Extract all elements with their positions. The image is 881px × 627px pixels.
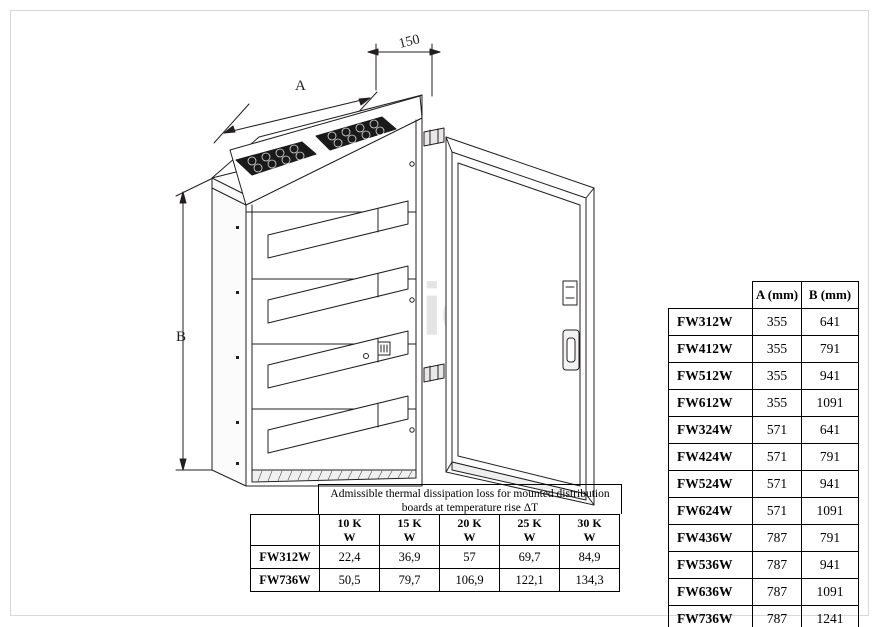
thermal-value-cell: 36,9 <box>380 546 440 569</box>
table-row <box>669 579 859 606</box>
table-row <box>251 546 620 569</box>
b-cell: 1091 <box>802 390 859 417</box>
thermal-dissipation-block <box>250 484 622 592</box>
thermal-table-title: Admissible thermal dissipation loss for mounted distribution boards at temperature rise ΔT <box>318 484 622 514</box>
a-cell: 355 <box>753 336 802 363</box>
a-cell: 787 <box>753 579 802 606</box>
a-cell: 355 <box>753 309 802 336</box>
table-row <box>669 390 859 417</box>
b-cell: 941 <box>802 363 859 390</box>
b-cell: 641 <box>802 417 859 444</box>
model-cell: FW536W <box>669 552 753 579</box>
model-cell: FW312W <box>669 309 753 336</box>
b-dimension-label: B <box>176 329 187 345</box>
thermal-dissipation-table <box>250 514 620 592</box>
thermal-value-cell: 69,7 <box>500 546 560 569</box>
thermal-value-cell: 50,5 <box>320 569 380 592</box>
b-cell: 941 <box>802 471 859 498</box>
a-cell: 355 <box>753 390 802 417</box>
thermal-value-cell: 134,3 <box>560 569 620 592</box>
table-row <box>669 363 859 390</box>
model-cell: FW636W <box>669 579 753 606</box>
b-cell: 641 <box>802 309 859 336</box>
model-cell: FW624W <box>669 498 753 525</box>
model-cell: FW512W <box>669 363 753 390</box>
a-cell: 355 <box>753 363 802 390</box>
table-row <box>669 417 859 444</box>
model-cell: FW612W <box>669 390 753 417</box>
thermal-header-15k: 15 K W <box>380 515 440 546</box>
a-cell: 571 <box>753 417 802 444</box>
thermal-value-cell: 84,9 <box>560 546 620 569</box>
a-cell: 571 <box>753 471 802 498</box>
table-row <box>669 471 859 498</box>
a-cell: 571 <box>753 444 802 471</box>
thermal-value-cell: 22,4 <box>320 546 380 569</box>
table-header-row <box>669 282 859 309</box>
b-cell: 791 <box>802 336 859 363</box>
ab-header-blank <box>669 282 753 309</box>
thermal-header-blank <box>251 515 320 546</box>
model-cell: FW524W <box>669 471 753 498</box>
table-row <box>669 309 859 336</box>
thermal-value-cell: 57 <box>440 546 500 569</box>
model-cell: FW424W <box>669 444 753 471</box>
b-cell: 1091 <box>802 498 859 525</box>
b-cell: 791 <box>802 525 859 552</box>
b-cell: 941 <box>802 552 859 579</box>
model-cell: FW436W <box>669 525 753 552</box>
thermal-value-cell: 79,7 <box>380 569 440 592</box>
table-row <box>669 552 859 579</box>
model-cell: FW412W <box>669 336 753 363</box>
thermal-model-cell: FW312W <box>251 546 320 569</box>
thermal-header-10k: 10 K W <box>320 515 380 546</box>
dimensions-table <box>668 281 859 627</box>
table-row <box>669 606 859 627</box>
depth-dimension-label: 150 <box>397 32 422 52</box>
thermal-header-30k: 30 K W <box>560 515 620 546</box>
table-row <box>669 336 859 363</box>
thermal-header-25k: 25 K W <box>500 515 560 546</box>
model-cell: FW736W <box>669 606 753 627</box>
model-cell: FW324W <box>669 417 753 444</box>
table-row <box>669 498 859 525</box>
table-row <box>251 569 620 592</box>
b-cell: 791 <box>802 444 859 471</box>
thermal-value-cell: 106,9 <box>440 569 500 592</box>
a-cell: 787 <box>753 525 802 552</box>
thermal-header-20k: 20 K W <box>440 515 500 546</box>
thermal-model-cell: FW736W <box>251 569 320 592</box>
a-cell: 571 <box>753 498 802 525</box>
a-dimension-label: A <box>295 78 306 94</box>
ab-header-a: A (mm) <box>753 282 802 309</box>
b-cell: 1241 <box>802 606 859 627</box>
a-cell: 787 <box>753 606 802 627</box>
table-row <box>669 525 859 552</box>
ab-header-b: B (mm) <box>802 282 859 309</box>
b-cell: 1091 <box>802 579 859 606</box>
table-header-row <box>251 515 620 546</box>
thermal-value-cell: 122,1 <box>500 569 560 592</box>
a-cell: 787 <box>753 552 802 579</box>
table-row <box>669 444 859 471</box>
